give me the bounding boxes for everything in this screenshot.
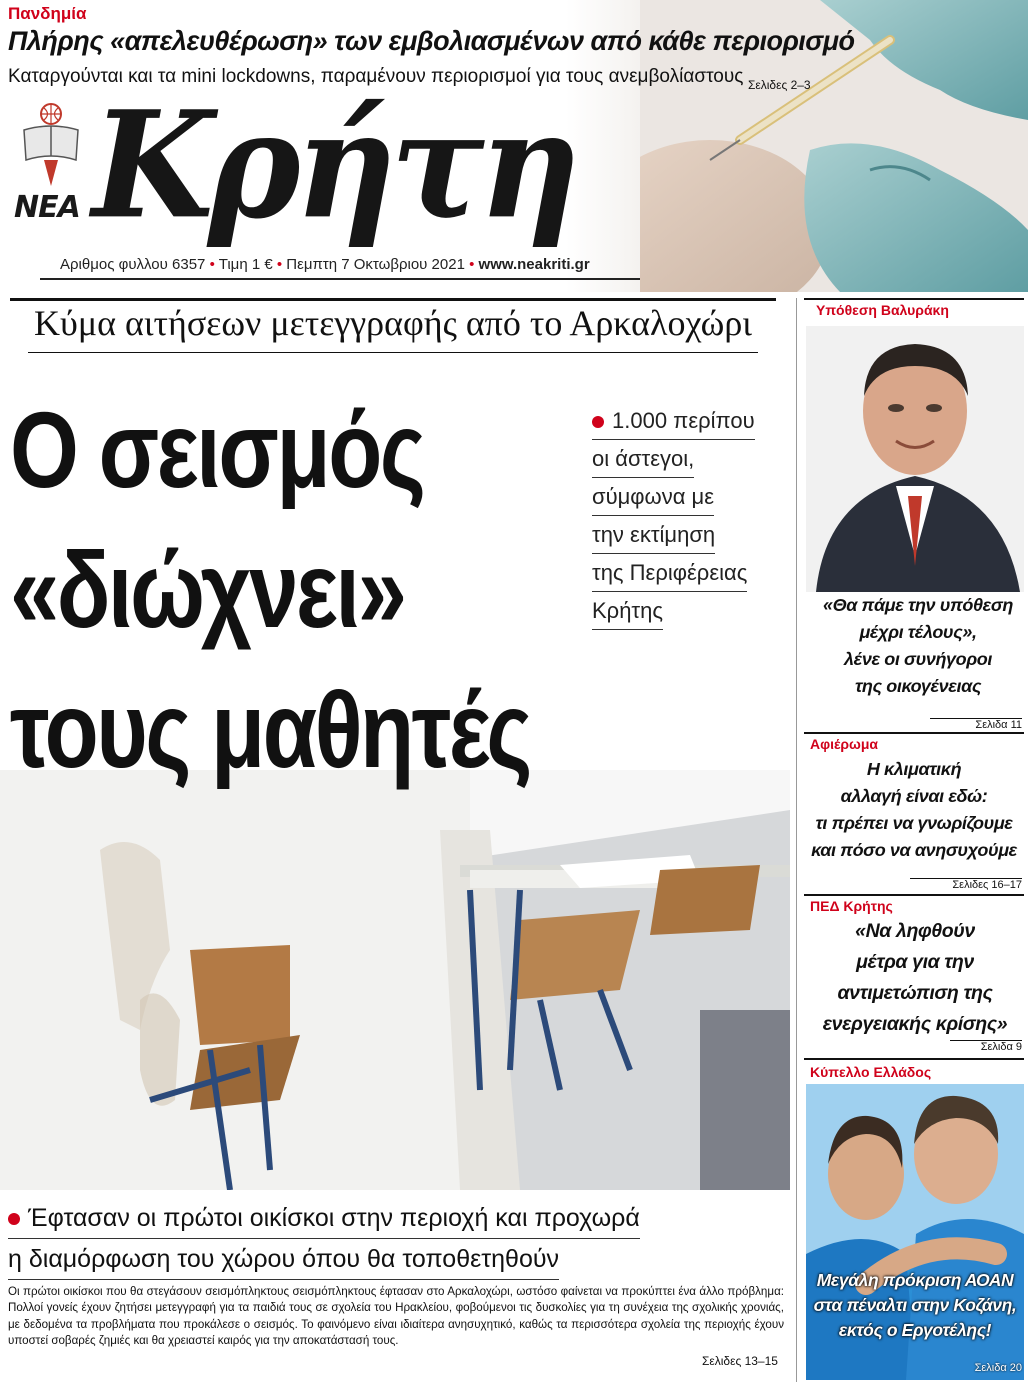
sidebar-line: μέχρι τέλους», — [859, 622, 977, 642]
sidebar-line: στα πέναλτι στην Κοζάνη, — [813, 1295, 1017, 1315]
side-note-line: της Περιφέρειας — [592, 554, 747, 592]
main-headline[interactable] — [10, 380, 530, 800]
masthead — [0, 0, 1028, 292]
sidebar-page: Σελιδα 11 — [930, 718, 1022, 731]
deck-line: η διαμόρφωση του χώρου όπου θα τοποθετηθούν — [8, 1239, 559, 1280]
issue-line: Αριθμος φυλλου 6357 • Τιμη 1 € • Πεμπτη 7 Οκτωβριου 2021 • www.neakriti.gr — [60, 256, 590, 273]
top-headline[interactable]: Πλήρης «απελευθέρωση» των εμβολιασμένων από κάθε περιορισμό — [8, 26, 855, 56]
top-subhead: Καταργούνται και τα mini lockdowns, παραμένουν περιορισμοί για τους ανεμβολίαστους — [8, 66, 744, 87]
sidebar-line: «Να ληφθούν — [855, 920, 975, 942]
lead-pages: Σελιδες 13–15 — [702, 1354, 778, 1368]
side-note-line: 1.000 περίπου — [612, 408, 755, 433]
top-pages: Σελιδες 2–3 — [748, 78, 811, 92]
sidebar-line: τι πρέπει να γνωρίζουμε — [815, 813, 1013, 833]
bullet-icon — [8, 1213, 20, 1225]
sidebar-line: αλλαγή είναι εδώ: — [840, 786, 988, 806]
sidebar — [800, 298, 1028, 1382]
sidebar-page: Σελιδα 9 — [950, 1040, 1022, 1053]
sidebar-line: ενεργειακής κρίσης» — [822, 1013, 1008, 1035]
issue-number: Αριθμος φυλλου 6357 — [60, 256, 206, 273]
sidebar-headline[interactable] — [804, 1268, 1026, 1343]
issue-date: Πεμπτη 7 Οκτωβριου 2021 — [286, 256, 465, 273]
side-note-line: οι άστεγοι, — [592, 440, 694, 478]
portrait-photo — [806, 326, 1024, 592]
main-rule — [10, 298, 776, 301]
headline-line: «διώχνει» — [10, 529, 405, 650]
sidebar-headline[interactable] — [804, 916, 1026, 1040]
sidebar-kicker: Κύπελλο Ελλάδος — [810, 1064, 932, 1080]
sidebar-kicker: Υπόθεση Βαλυράκη — [816, 302, 949, 318]
column-divider — [796, 298, 797, 1382]
sidebar-line: της οικογένειας — [854, 676, 982, 696]
sidebar-separator — [804, 1058, 1024, 1060]
sidebar-page: Σελιδα 20 — [974, 1362, 1022, 1374]
side-note-line: την εκτίμηση — [592, 516, 715, 554]
sidebar-line: Μεγάλη πρόκριση ΑΟΑΝ — [816, 1270, 1014, 1290]
deck — [8, 1198, 778, 1280]
side-note-line: Κρήτης — [592, 592, 663, 630]
classroom-photo — [0, 770, 790, 1190]
sidebar-line: εκτός ο Εργοτέλης! — [838, 1320, 992, 1340]
headline-line: τους μαθητές — [10, 669, 530, 790]
logo-emblem-icon — [18, 100, 84, 190]
top-kicker: Πανδημία — [8, 4, 87, 23]
sidebar-kicker: Αφιέρωμα — [810, 736, 878, 752]
price: Τιμη 1 € — [218, 256, 273, 273]
headline-line: Ο σεισμός — [10, 389, 424, 510]
sidebar-separator — [804, 894, 1024, 896]
side-note — [592, 402, 782, 630]
sidebar-headline[interactable] — [802, 756, 1026, 864]
sidebar-line: Η κλιματική — [866, 759, 962, 779]
sidebar-line: λένε οι συνήγοροι — [844, 649, 992, 669]
website-link[interactable]: www.neakriti.gr — [478, 256, 590, 273]
sidebar-kicker: ΠΕΔ Κρήτης — [810, 898, 893, 914]
lead-kicker-rule — [28, 352, 758, 353]
lead-kicker[interactable]: Κύμα αιτήσεων μετεγγραφής από το Αρκαλοχώρι — [34, 303, 752, 343]
logo-nea: ΝΕΑ — [14, 190, 80, 225]
sidebar-page: Σελιδες 16–17 — [910, 878, 1022, 891]
sidebar-line: αντιμετώπιση της — [837, 982, 993, 1004]
deck-line: Έφτασαν οι πρώτοι οικίσκοι στην περιοχή και προχωρά — [28, 1204, 640, 1232]
sidebar-line: μέτρα για την — [856, 951, 974, 973]
masthead-rule — [40, 278, 640, 280]
logo-kriti[interactable]: Κρήτη — [92, 79, 575, 253]
sidebar-line: και πόσο να ανησυχούμε — [811, 840, 1017, 860]
lead-body: Οι πρώτοι οικίσκοι που θα στεγάσουν σεισμόπληκτους σεισμόπληκτους έφτασαν στο Αρκαλοχώρι, ωστόσο φαίνεται να προκύπτει ένα άλλο πρόβλημα: Πολλοί γονείς έχουν ζητήσει μετεγγραφή για τα παιδιά τους σε σχολεία του Ηρακλείου, φοβούμενοι τις δυσκολίες για τη συνέχεια της σχολικής χρονιάς, με δεδομένα τα προβλήματα που προκάλεσε ο σεισμός. Το φαινόμενο είναι ιδιαίτερα ανησυχητικό, καθώς τα περισσότερα σχολεία της περιοχής έχουν υποστεί σοβαρές ζημιές και θα χρειαστεί καιρός για την αποκατάστασή τους. — [8, 1285, 784, 1348]
sidebar-headline[interactable] — [812, 592, 1024, 700]
bullet-icon — [592, 416, 604, 428]
sidebar-separator — [804, 732, 1024, 734]
sidebar-separator — [804, 298, 1024, 300]
side-note-line: σύμφωνα με — [592, 478, 714, 516]
sidebar-line: «Θα πάμε την υπόθεση — [822, 595, 1014, 615]
